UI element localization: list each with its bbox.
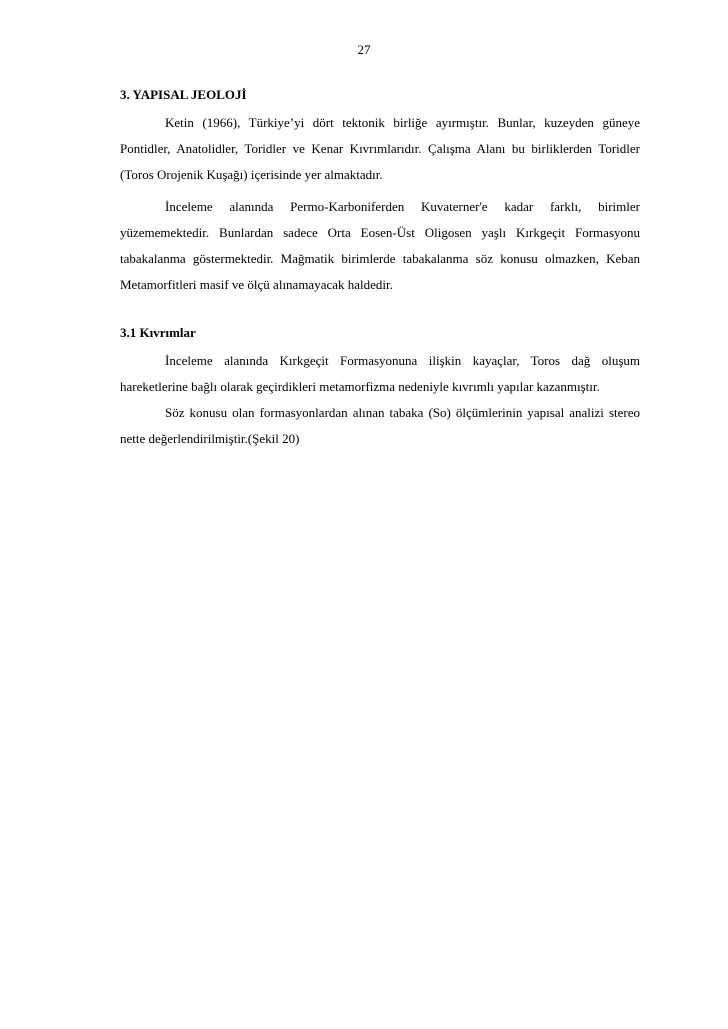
section-heading-folds: 3.1 Kıvrımlar [120,325,196,340]
paragraph-folding: İnceleme alanında Kırkgeçit Formasyonuna ilişkin kayaçlar, Toros dağ oluşum hareketlerine bağlı olarak geçirdikleri metamorfizma nedeniyle kıvrımlı yapılar kazanmıştır. [120,353,640,394]
paragraph-study-area-units: İnceleme alanında Permo-Karboniferden Kuvaterner'e kadar farklı, birimler yüzememektedir. Bunlardan sadece Orta Eosen-Üst Oligosen yaşlı Kırkgeçit Formasyonu tabakalanma göstermektedir. Mağmatik birimlerde tabakalanma söz konusu olmazken, Keban Metamorfitleri masif ve ölçü alınamayacak haldedir. [120,199,640,292]
section-heading-structural-geology: 3. YAPISAL JEOLOJİ [120,87,247,102]
page-content [120,86,640,452]
paragraph-stereonet-analysis: Söz konusu olan formasyonlardan alınan tabaka (So) ölçümlerinin yapısal analizi stereo nette değerlendirilmiştir.(Şekil 20) [120,405,640,446]
paragraph-tectonic-units: Ketin (1966), Türkiye’yi dört tektonik birliğe ayırmıştır. Bunlar, kuzeyden güneye Pontidler, Anatolidler, Toridler ve Kenar Kıvrımlarıdır. Çalışma Alanı bu birliklerden Toridler (Toros Orojenik Kuşağı) içerisinde yer almaktadır. [120,115,640,182]
page-number: 27 [357,42,371,57]
section-gap [120,298,640,324]
